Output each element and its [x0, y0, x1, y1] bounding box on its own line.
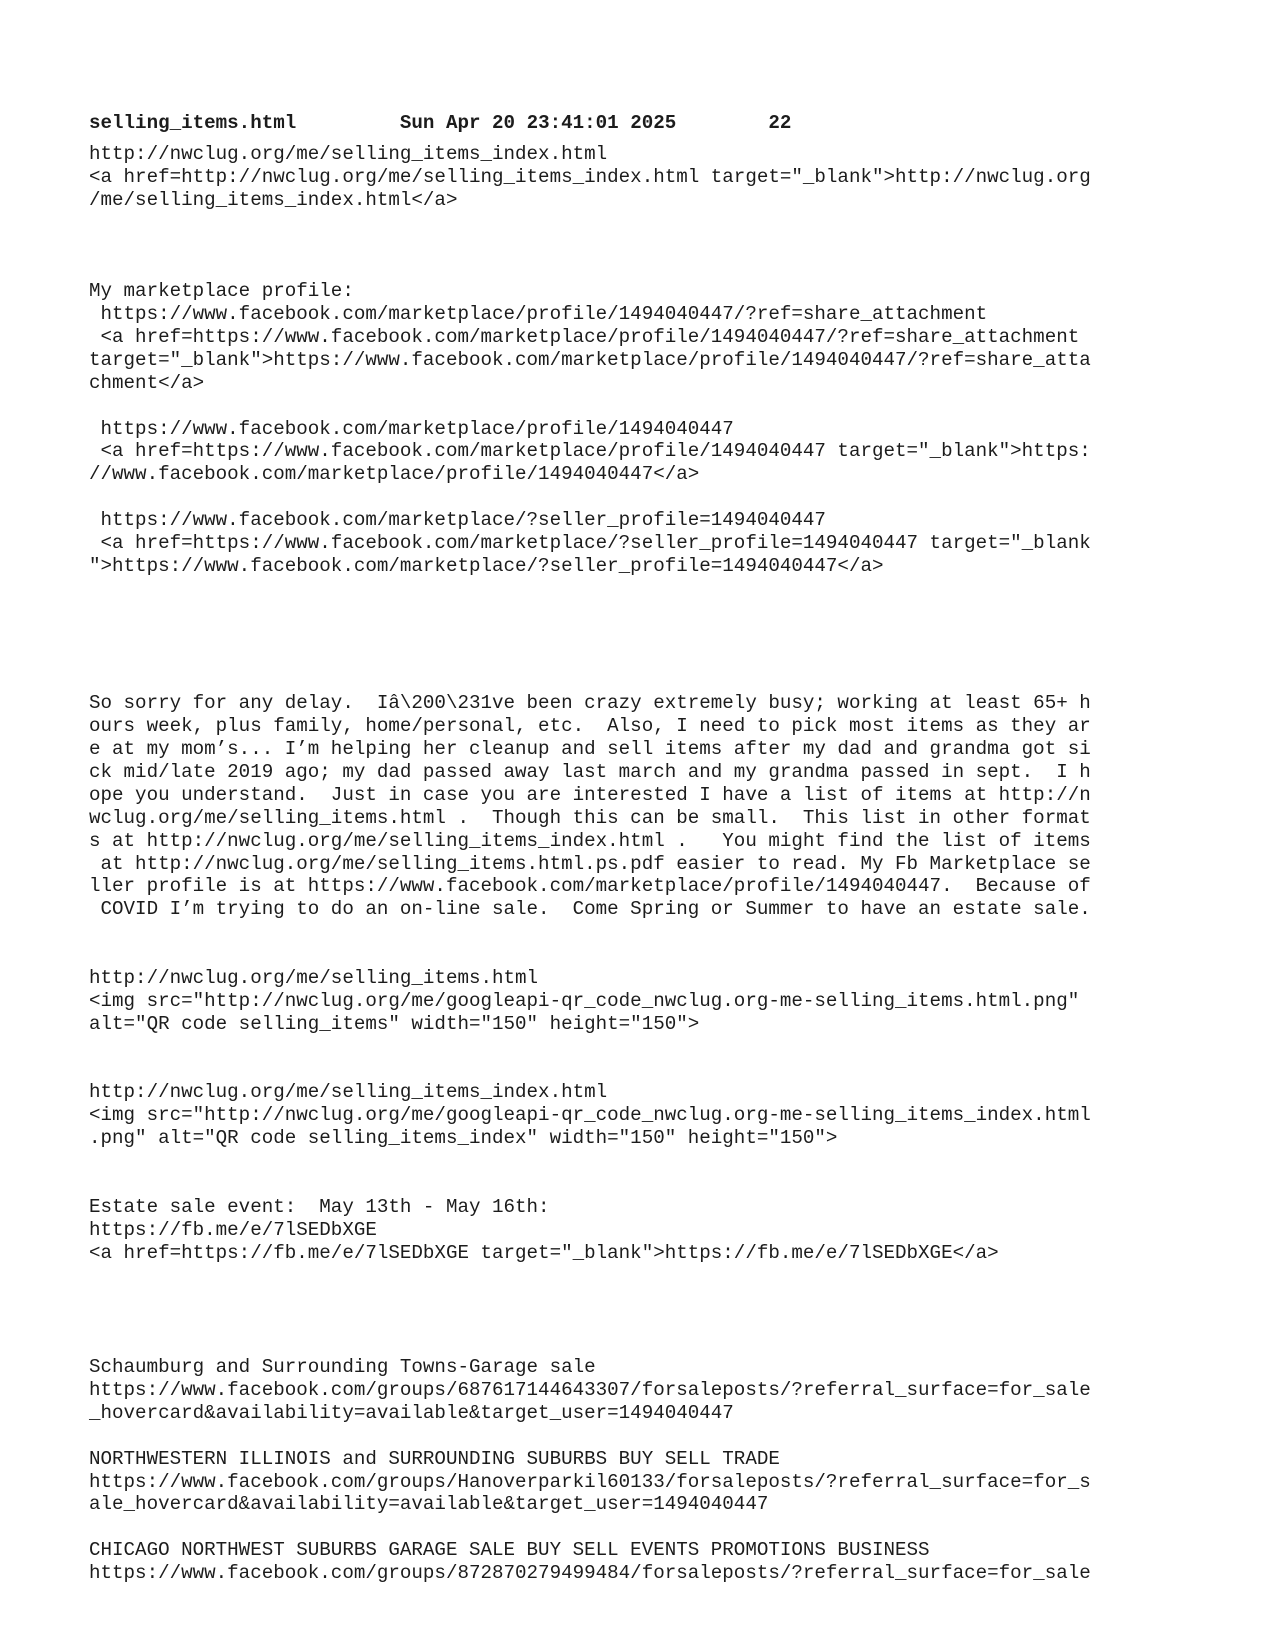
blank-line [89, 921, 1189, 944]
header-page-number: 22 [768, 112, 792, 134]
text-line: http://nwclug.org/me/selling_items_index.html [89, 142, 608, 165]
text-line: https://www.facebook.com/groups/872870279499484/forsaleposts/?referral_surface=for_sale [89, 1562, 1091, 1585]
text-line: http://nwclug.org/me/selling_items_index.html [89, 1081, 608, 1104]
text-line: <a href=https://fb.me/e/7lSEDbXGE target="_blank">https://fb.me/e/7lSEDbXGE</a> [89, 1241, 999, 1264]
text-line: https://www.facebook.com/groups/687617144643307/forsaleposts/?referral_surface=for_sale [89, 1379, 1091, 1401]
text-line: <a href=https://www.facebook.com/marketplace/profile/1494040447 target="_blank">https: [89, 440, 1091, 463]
text-line: chment</a> [89, 371, 205, 394]
blank-line [89, 212, 1189, 235]
text-line: <img src="http://nwclug.org/me/googleapi-qr_code_nwclug.org-me-selling_items.html.png" [89, 989, 1080, 1012]
page-header [89, 112, 1189, 135]
text-line: e at my mom’s... I’m helping her cleanup and sell items after my dad and grandma got si [89, 738, 1091, 761]
text-line: ">https://www.facebook.com/marketplace/?seller_profile=1494040447</a> [89, 554, 884, 577]
text-line: _hovercard&availability=available&target_user=1494040447 [89, 1401, 734, 1424]
text-line: ck mid/late 2019 ago; my dad passed away last march and my grandma passed in sept. I h [89, 760, 1091, 783]
text-line: Estate sale event: May 13th - May 16th: [89, 1195, 550, 1218]
text-line: NORTHWESTERN ILLINOIS and SURROUNDING SUBURBS BUY SELL TRADE [89, 1447, 780, 1470]
text-line: <a href=http://nwclug.org/me/selling_items_index.html target="_blank">http://nwclug.org [89, 165, 1091, 188]
text-line: ller profile is at https://www.facebook.com/marketplace/profile/1494040447. Because of [89, 875, 1091, 898]
blank-line [89, 486, 1189, 509]
text-line: <img src="http://nwclug.org/me/googleapi-qr_code_nwclug.org-me-selling_items_index.html [89, 1104, 1091, 1127]
text-line: https://www.facebook.com/marketplace/profile/1494040447/?ref=share_attachment [89, 303, 988, 326]
blank-line [89, 624, 1189, 647]
blank-line [89, 647, 1189, 670]
blank-line [89, 1516, 1189, 1539]
blank-line [89, 1265, 1189, 1288]
text-line: http://nwclug.org/me/selling_items.html [89, 966, 539, 989]
text-line: https://www.facebook.com/marketplace/?seller_profile=1494040447 [89, 509, 826, 532]
blank-line [89, 1059, 1189, 1082]
text-line: wclug.org/me/selling_items.html . Though this can be small. This list in other format [89, 806, 1091, 829]
text-line: ope you understand. Just in case you are interested I have a list of items at http://n [89, 783, 1091, 806]
blank-line [89, 1036, 1189, 1059]
document-page [89, 112, 1189, 1585]
blank-line [89, 257, 1189, 280]
blank-line [89, 601, 1189, 624]
blank-line [89, 1287, 1189, 1310]
text-line: CHICAGO NORTHWEST SUBURBS GARAGE SALE BUY SELL EVENTS PROMOTIONS BUSINESS [89, 1539, 930, 1562]
header-filename: selling_items.html [89, 112, 297, 134]
text-line: target="_blank">https://www.facebook.com/marketplace/profile/1494040447/?ref=share_atta [89, 348, 1091, 371]
blank-line [89, 1425, 1189, 1448]
text-line: //www.facebook.com/marketplace/profile/1494040447</a> [89, 463, 700, 486]
text-line: alt="QR code selling_items" width="150" height="150"> [89, 1012, 700, 1035]
text-line: <a href=https://www.facebook.com/marketplace/?seller_profile=1494040447 target="_blank [89, 532, 1091, 555]
blank-line [89, 1173, 1189, 1196]
blank-line [89, 1333, 1189, 1356]
text-line: .png" alt="QR code selling_items_index" width="150" height="150"> [89, 1127, 838, 1150]
text-line: Schaumburg and Surrounding Towns-Garage sale [89, 1356, 596, 1379]
text-line: https://www.facebook.com/groups/Hanoverparkil60133/forsaleposts/?referral_surface=for_s [89, 1470, 1091, 1493]
blank-line [89, 944, 1189, 967]
blank-line [89, 1150, 1189, 1173]
text-line: ours week, plus family, home/personal, etc. Also, I need to pick most items as they ar [89, 715, 1091, 738]
blank-line [89, 1310, 1189, 1333]
document-body [89, 143, 1189, 1585]
text-line: <a href=https://www.facebook.com/marketplace/profile/1494040447/?ref=share_attachment [89, 326, 1080, 349]
text-line: https://www.facebook.com/marketplace/profile/1494040447 [89, 417, 734, 440]
text-line: ale_hovercard&availability=available&target_user=1494040447 [89, 1493, 769, 1516]
blank-line [89, 234, 1189, 257]
text-line: COVID I’m trying to do an on-line sale. Come Spring or Summer to have an estate sale. [89, 898, 1091, 921]
text-line: /me/selling_items_index.html</a> [89, 188, 458, 211]
blank-line [89, 578, 1189, 601]
text-line: My marketplace profile: [89, 280, 354, 303]
text-line: So sorry for any delay. Iâ\200\231ve been crazy extremely busy; working at least 65+ h [89, 692, 1091, 715]
header-date: Sun Apr 20 23:41:01 2025 [399, 112, 677, 134]
text-line: https://fb.me/e/7lSEDbXGE [89, 1218, 377, 1241]
blank-line [89, 669, 1189, 692]
blank-line [89, 395, 1189, 418]
text-line: s at http://nwclug.org/me/selling_items_index.html . You might find the list of items [89, 829, 1091, 852]
text-line: at http://nwclug.org/me/selling_items.html.ps.pdf easier to read. My Fb Marketplace se [89, 852, 1091, 875]
